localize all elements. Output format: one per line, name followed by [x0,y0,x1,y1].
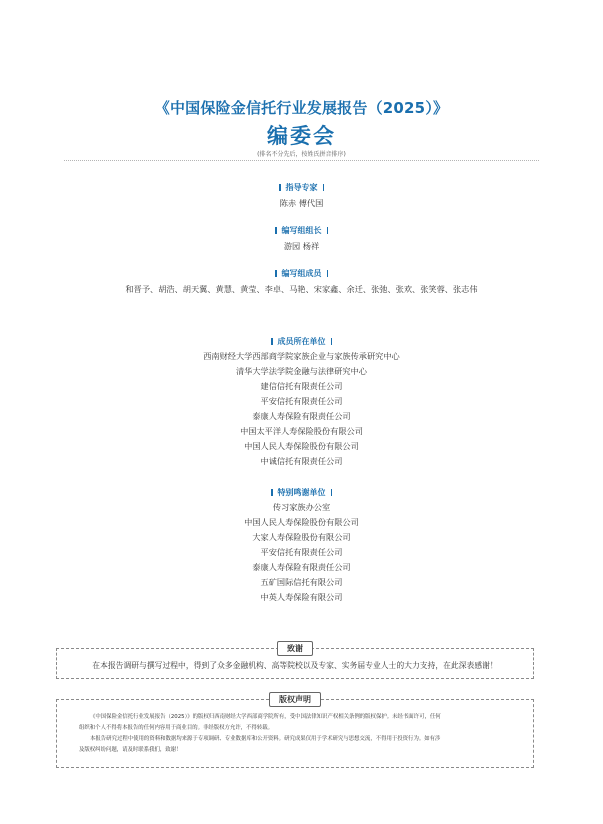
dotted-divider [64,160,539,161]
leaders-names: 游园 杨祥 [283,241,320,251]
bar-icon [279,184,281,191]
copyright-line: 本报告研究过程中使用的资料和数据均来源于专项调研、专业数据库和公开资料。研究成果仅用于学术研究与思想交流，不得用于投资行为。如有涉 [90,736,441,742]
bar-icon [275,227,277,234]
members-names: 和晋予、胡浩、胡天翼、黄慧、黄莹、李卓、马艳、宋家鑫、余迁、张弛、张欢、张笑蓉、张志伟 [125,284,478,294]
section-title-members: 编写组成员 [0,268,603,279]
bar-icon [323,184,325,191]
section-title-advisors: 指导专家 [0,182,603,193]
copyright-line: 组织和个人不得将本报告的任何内容用于商业目的。非经版权方允许，不得转载。 [79,725,274,731]
org-line: 中诚信托有限责任公司 [260,456,343,466]
thanks-label: 致谢 [277,641,313,656]
org-line: 清华大学法学院金融与法律研究中心 [235,366,367,376]
copyright-line: 及版权纠纷问题，请及时联系我们，致谢！ [79,747,182,753]
org-line: 中国人民人寿保险股份有限公司 [244,441,359,451]
sponsor-line: 中英人寿保险有限公司 [260,592,343,602]
bar-icon [271,489,273,496]
bar-icon [275,270,277,277]
bar-icon [327,227,329,234]
org-line: 西南财经大学西部商学院家族企业与家族传承研究中心 [203,351,400,361]
thanks-box [56,644,534,679]
section-title-leaders: 编写组组长 [0,225,603,236]
thanks-text: 在本报告调研与撰写过程中，得到了众多金融机构、高等院校以及专家、实务届专业人士的大力支持，在此深表感谢！ [92,661,498,670]
bar-icon [271,338,273,345]
order-note: (排名不分先后，按姓氏拼音排序) [257,151,346,158]
sponsor-line: 平安信托有限责任公司 [260,547,343,557]
bar-icon [327,270,329,277]
sponsor-line: 大家人寿保险股份有限公司 [252,532,351,542]
org-line: 建信信托有限责任公司 [260,381,343,391]
sponsor-line: 传习家族办公室 [272,502,331,512]
section-title-acknowledgements: 特别鸣谢单位 [0,487,603,498]
bar-icon [331,489,333,496]
bar-icon [331,338,333,345]
section-title-member-orgs: 成员所在单位 [0,336,603,347]
copyright-label: 版权声明 [269,692,321,707]
sponsor-line: 泰康人寿保险有限责任公司 [252,562,351,572]
advisors-names: 陈赤 傅代国 [279,198,324,208]
report-title: 《中国保险金信托行业发展报告（2025）》 [154,99,449,117]
org-line: 平安信托有限责任公司 [260,396,343,406]
committee-heading: 编委会 [267,124,336,148]
org-line: 中国太平洋人寿保险股份有限公司 [240,426,363,436]
sponsor-line: 五矿国际信托有限公司 [260,577,343,587]
copyright-box [56,695,534,768]
org-line: 泰康人寿保险有限责任公司 [252,411,351,421]
copyright-line: 《中国保险金信托行业发展报告（2025）》的版权归西南财经大学西部商学院所有，受中国法律知识产权相关条例的版权保护。未经书面许可，任何 [90,714,441,720]
sponsor-line: 中国人民人寿保险股份有限公司 [244,517,359,527]
